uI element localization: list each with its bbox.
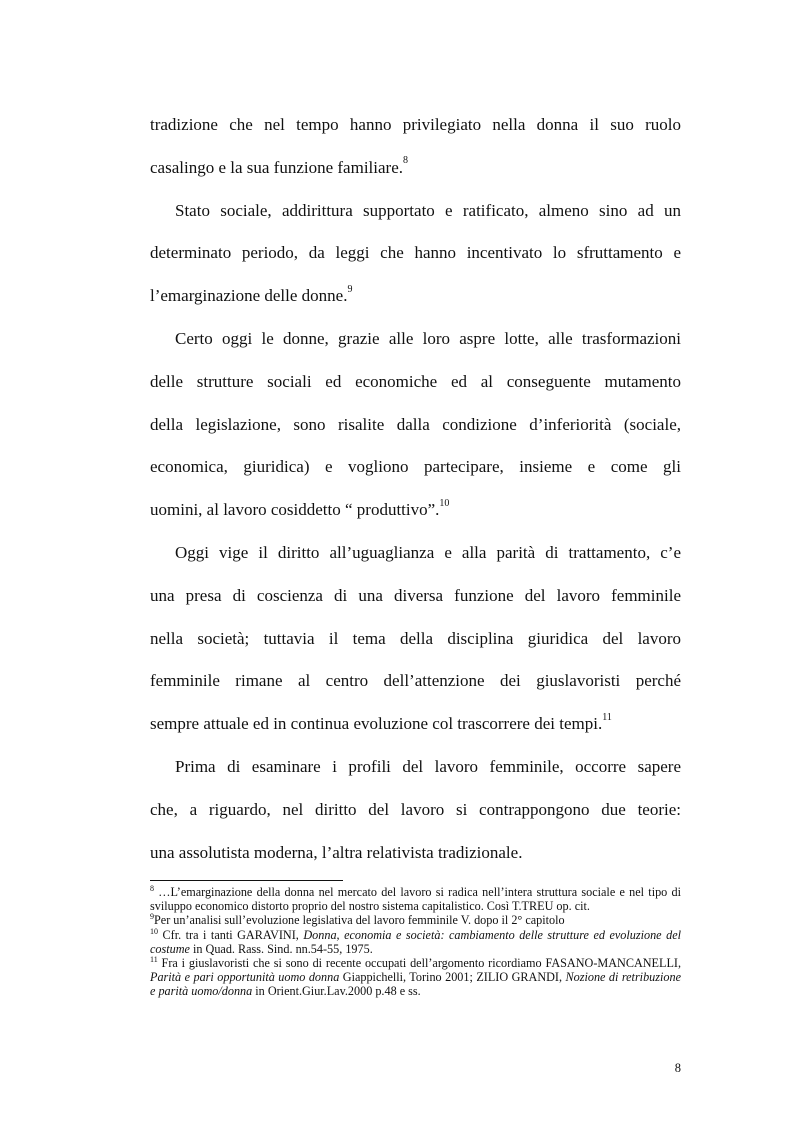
line: della legislazione, sono risalite dalla condizione d’inferiorità (sociale, [150, 414, 681, 434]
cited-title: Parità e pari opportunità uomo donna [150, 970, 340, 985]
footnote-ref-11[interactable]: 11 [602, 711, 612, 723]
line: tradizione che nel tempo hanno privilegiato nella donna il suo ruolo [150, 115, 681, 134]
line: femminile rimane al centro dell’attenzione dei giuslavoristi perché [150, 671, 681, 691]
cited-title: Donna, economia e società: cambiamento delle strutture ed evoluzione del costume [150, 927, 682, 956]
body-text [150, 104, 681, 874]
line: delle strutture sociali ed economiche ed al conseguente mutamento [150, 371, 681, 391]
line: casalingo e la sua funzione familiare.$^8$ [150, 155, 408, 177]
paragraph-4 [150, 532, 681, 746]
line: una assolutista moderna, l’altra relativista tradizionale. [150, 842, 523, 862]
line: determinato periodo, da leggi che hanno incentivato lo sfruttamento e [150, 243, 681, 263]
paragraph-1 [150, 104, 681, 190]
line: che, a riguardo, nel diritto del lavoro si contrappongono due teorie: [150, 799, 681, 819]
footnote-ref-8[interactable]: 8 [403, 155, 408, 167]
footnote-ref-9[interactable]: 9 [347, 283, 353, 295]
line: Stato sociale, addirittura supportato e ratificato, almeno sino ad un [175, 200, 681, 220]
footnote-ref-10[interactable]: 10 [439, 497, 450, 509]
paragraph-2 [150, 190, 681, 318]
paragraph-3 [150, 318, 681, 532]
footnote-number: 9 [150, 912, 154, 922]
cited-title: Nozione di retribuzione e parità uomo/donna [150, 970, 681, 999]
paragraph-5 [150, 746, 681, 874]
footnote-11: $^{11}$ Fra i giuslavoristi che si sono di recente occupati dell’argomento ricordiamo FASANO-MANCANELLI, Parità e pari opportunità uomo donna Giappichelli, Torino 2001; ZILIO GRANDI, Nozione di retribuzione e parità uomo/donna in Orient.Giur.Lav.2000 p.48 e ss. [150, 954, 681, 999]
footnote-9: $^9$Per un’analisi sull’evoluzione legislativa del lavoro femminile V. dopo il 2° capitolo [150, 912, 565, 928]
line: uomini, al lavoro cosiddetto “ produttivo”.$^{10}$ [150, 497, 450, 520]
line: sempre attuale ed in continua evoluzione col trascorrere dei tempi.$^{11}$ [150, 711, 612, 734]
footnote-10: $^{10}$ Cfr. tra i tanti GARAVINI, Donna, economia e società: cambiamento delle strutture ed evoluzione del costume in Quad. Rass. Sind. nn.54-55, 1975. [150, 926, 682, 956]
line: economica, giuridica) e vogliono partecipare, insieme e come gli [150, 457, 681, 477]
line: nella società; tuttavia il tema della disciplina giuridica del lavoro [150, 628, 681, 648]
footnote-separator [150, 880, 343, 881]
line: una presa di coscienza di una diversa funzione del lavoro femminile [150, 585, 681, 605]
footnote-number: 10 [150, 926, 158, 936]
footnote-8: $^8$ …L’emarginazione della donna nel mercato del lavoro si radica nell’intera struttura sociale e nel tipo di sviluppo economico distorto proprio del nostro sistema capitalistico. Così T.TREU op. cit. [150, 883, 681, 914]
line: Certo oggi le donne, grazie alle loro aspre lotte, alle trasformazioni [175, 328, 681, 348]
footnote-number: 11 [150, 954, 158, 964]
line: Oggi vige il diritto all’uguaglianza e alla parità di trattamento, c’e [175, 542, 681, 562]
line: Prima di esaminare i profili del lavoro femminile, occorre sapere [175, 756, 681, 776]
footnote-number: 8 [150, 883, 154, 893]
footnotes [150, 885, 681, 999]
line: l’emarginazione delle donne.$^9$ [150, 283, 353, 306]
page-number: 8 [674, 1061, 681, 1075]
